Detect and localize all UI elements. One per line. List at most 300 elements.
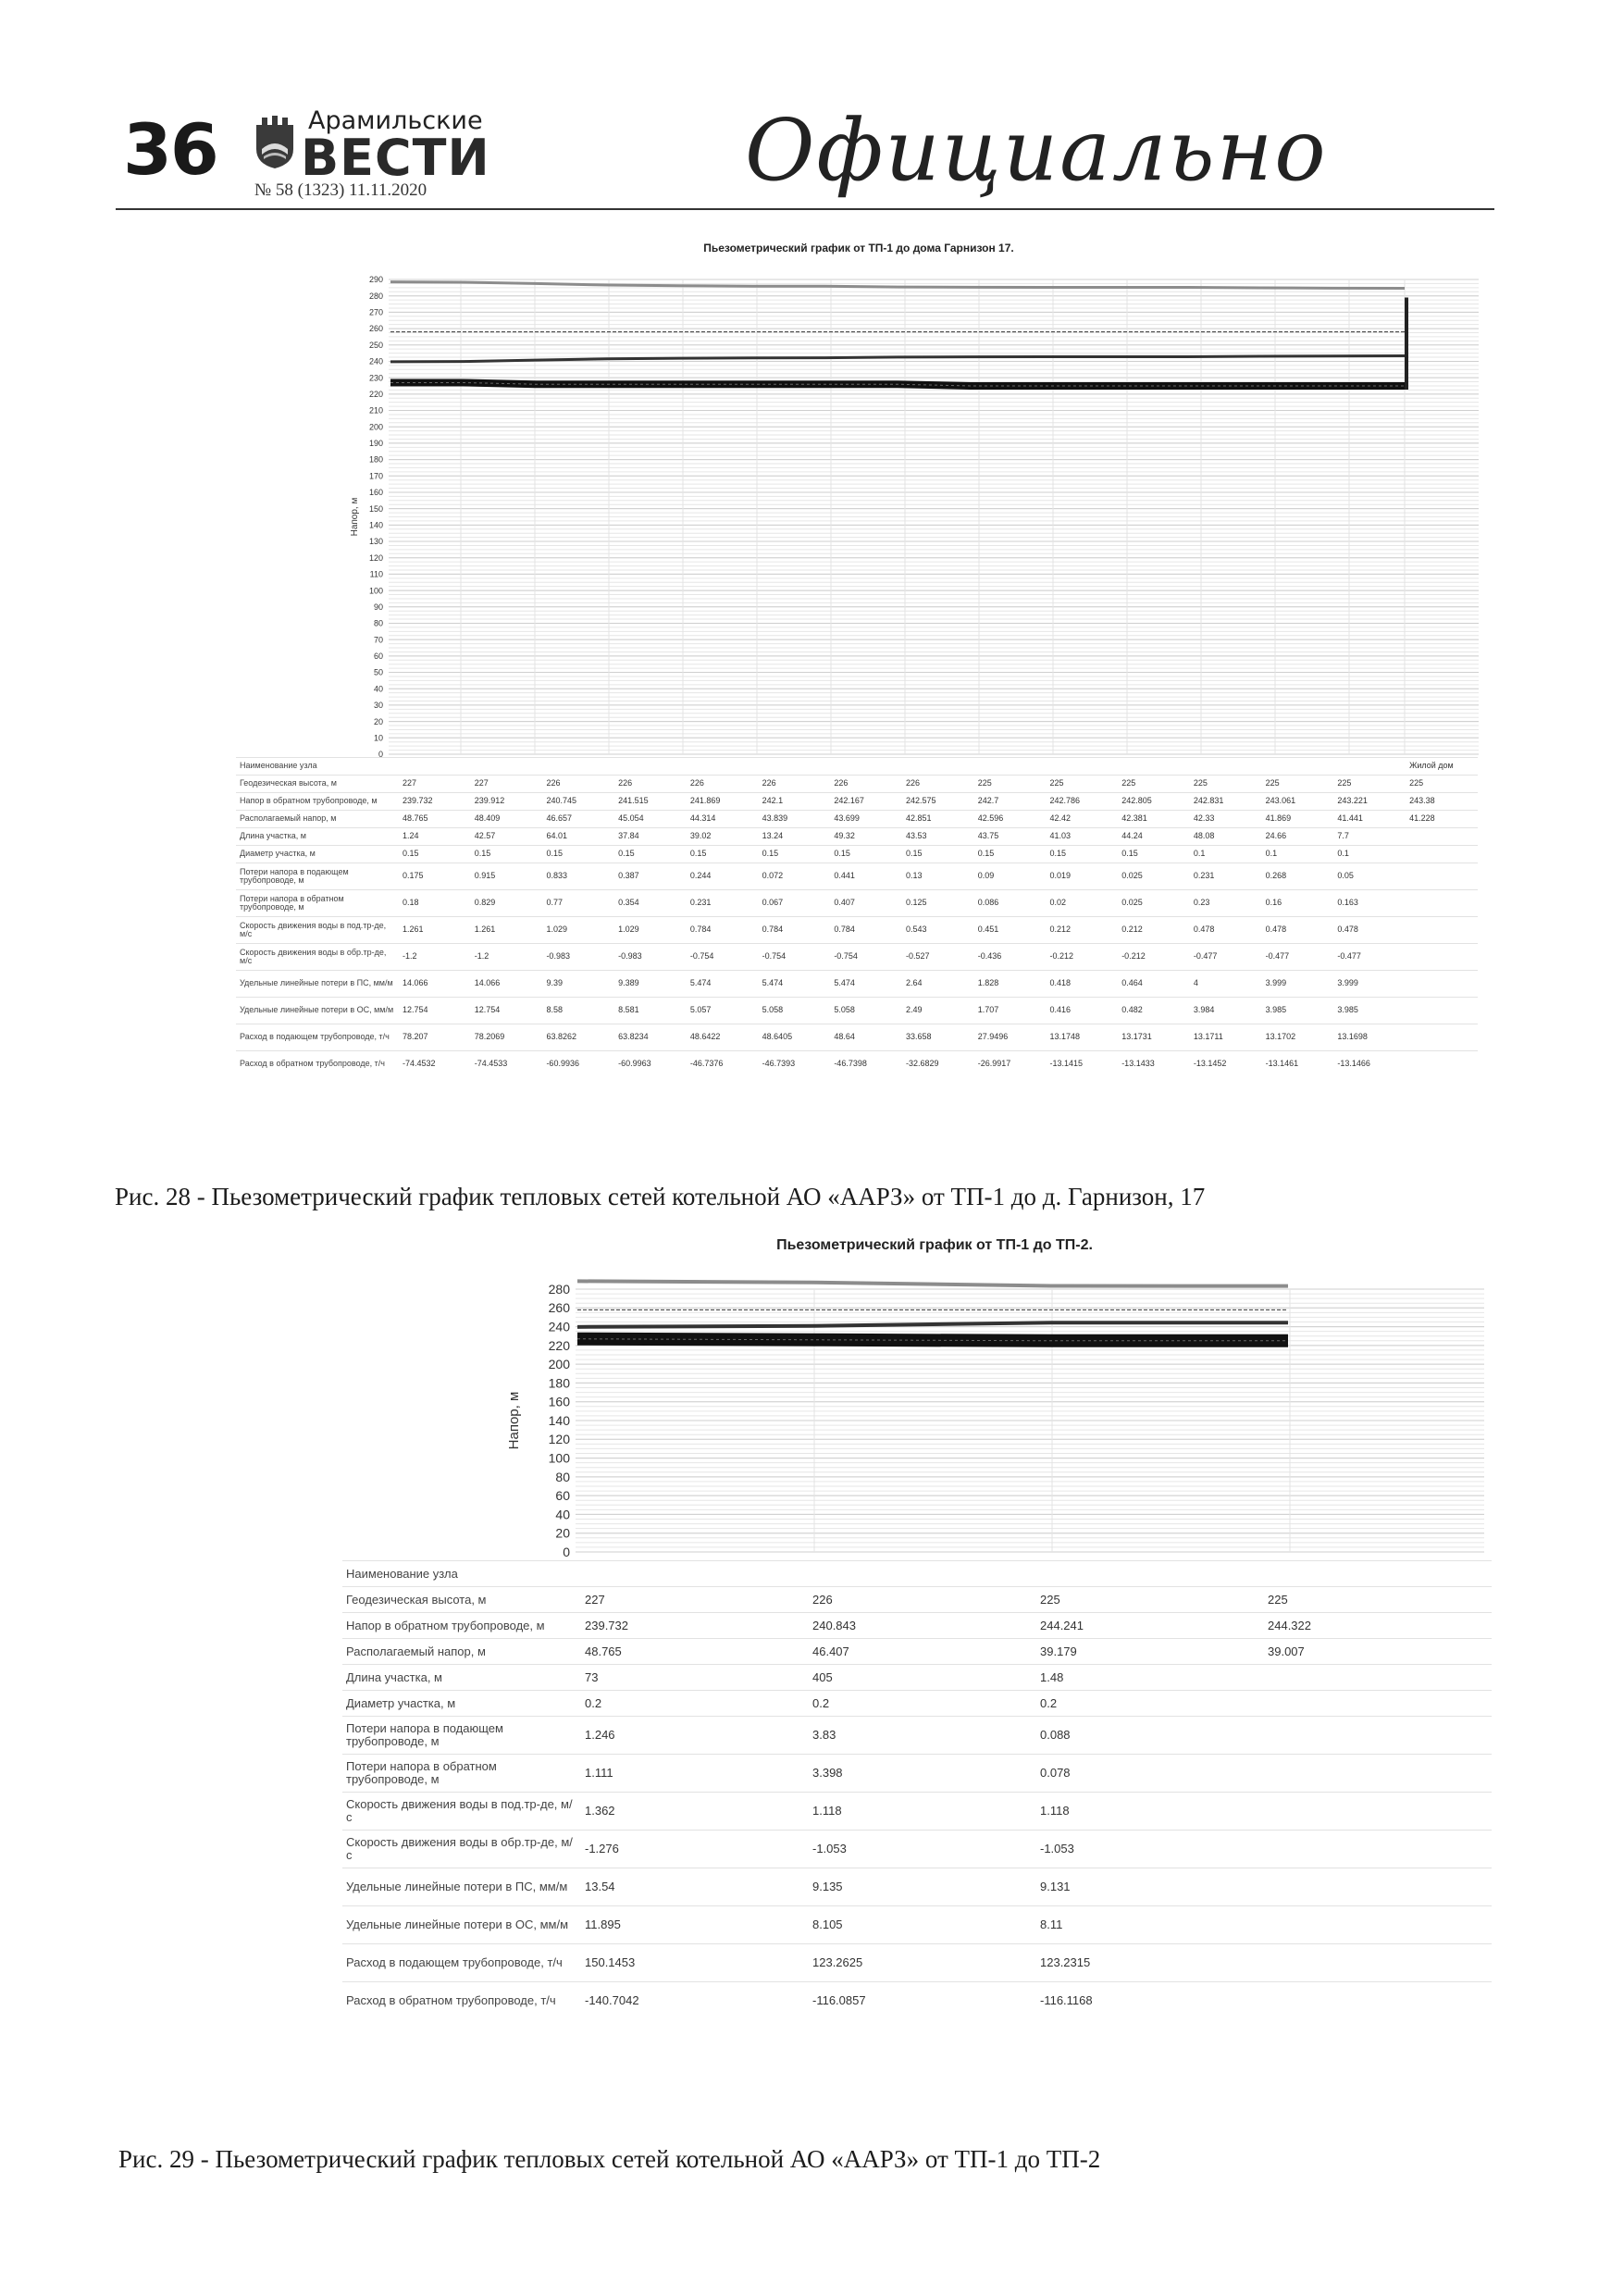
- table-cell: [1264, 1944, 1492, 1982]
- row-label: Удельные линейные потери в ОС, мм/м: [342, 1906, 581, 1944]
- row-label: Удельные линейные потери в ПС, мм/м: [236, 971, 399, 998]
- table-cell: 78.2069: [471, 1024, 543, 1051]
- table-cell: -0.527: [902, 944, 974, 971]
- y-tick-label: 290: [368, 275, 383, 285]
- table-cell: 239.912: [471, 793, 543, 811]
- table-cell: 242.786: [1046, 793, 1118, 811]
- table-cell: 43.75: [974, 828, 1047, 846]
- table-cell: 226: [687, 776, 759, 793]
- table-cell: 13.1698: [1333, 1024, 1406, 1051]
- table-cell: 8.581: [614, 998, 687, 1024]
- table-cell: 49.32: [830, 828, 902, 846]
- table-cell: 243.221: [1333, 793, 1406, 811]
- table-cell: 242.805: [1118, 793, 1190, 811]
- table-cell: [1036, 1561, 1264, 1587]
- table-cell: 3.984: [1190, 998, 1262, 1024]
- y-tick-label: 140: [548, 1412, 570, 1428]
- table-cell: 1.029: [614, 917, 687, 944]
- table-row: [342, 1831, 1492, 1868]
- table-cell: 46.657: [542, 811, 614, 828]
- issue-info: № 58 (1323) 11.11.2020: [254, 180, 427, 200]
- table-cell: 13.24: [759, 828, 831, 846]
- table-cell: 0.23: [1190, 890, 1262, 917]
- table-cell: 0.088: [1036, 1717, 1264, 1755]
- row-label: Потери напора в подающем трубопроводе, м: [236, 863, 399, 890]
- logo-subtitle: Арамильские: [308, 106, 483, 135]
- table-cell: 0.478: [1333, 917, 1406, 944]
- table-cell: 5.058: [830, 998, 902, 1024]
- table-cell: 225: [1190, 776, 1262, 793]
- table-cell: 44.24: [1118, 828, 1190, 846]
- table-cell: 241.869: [687, 793, 759, 811]
- table-cell: 48.765: [399, 811, 471, 828]
- y-axis-label: Напор, м: [350, 497, 360, 537]
- table-row: [342, 1868, 1492, 1906]
- table-cell: 0.175: [399, 863, 471, 890]
- table-cell: 0.416: [1046, 998, 1118, 1024]
- table-cell: 13.1711: [1190, 1024, 1262, 1051]
- y-tick-label: 180: [368, 454, 383, 465]
- table-cell: 226: [830, 776, 902, 793]
- table-cell: 242.167: [830, 793, 902, 811]
- table-cell: 123.2315: [1036, 1944, 1264, 1982]
- y-tick-label: 20: [373, 716, 383, 726]
- y-tick-label: 200: [368, 422, 383, 432]
- table-cell: 5.474: [830, 971, 902, 998]
- table-cell: 242.831: [1190, 793, 1262, 811]
- row-label: Удельные линейные потери в ОС, мм/м: [236, 998, 399, 1024]
- y-tick-label: 50: [373, 667, 383, 677]
- table-cell: 43.53: [902, 828, 974, 846]
- table-cell: 42.57: [471, 828, 543, 846]
- y-tick-label: 120: [548, 1432, 570, 1447]
- table-cell: -32.6829: [902, 1051, 974, 1078]
- table-cell: 0.231: [687, 890, 759, 917]
- table-cell: -46.7376: [687, 1051, 759, 1078]
- table-cell: 0.482: [1118, 998, 1190, 1024]
- table-cell: 1.261: [471, 917, 543, 944]
- table-cell: 43.839: [759, 811, 831, 828]
- table-cell: 63.8262: [542, 1024, 614, 1051]
- table-cell: 0.15: [902, 846, 974, 863]
- table-cell: 0.163: [1333, 890, 1406, 917]
- table-row: [342, 1561, 1492, 1587]
- chart-title: Пьезометрический график от ТП-1 до ТП-2.: [776, 1237, 1093, 1253]
- table-cell: -13.1466: [1333, 1051, 1406, 1078]
- table-cell: -0.477: [1190, 944, 1262, 971]
- table-cell: 48.6405: [759, 1024, 831, 1051]
- table-cell: 405: [809, 1665, 1036, 1691]
- table-cell: -116.1168: [1036, 1982, 1264, 2020]
- y-tick-label: 200: [548, 1357, 570, 1372]
- y-tick-label: 240: [548, 1319, 570, 1334]
- table-cell: -1.2: [471, 944, 543, 971]
- table-cell: 0.086: [974, 890, 1047, 917]
- table-cell: -46.7393: [759, 1051, 831, 1078]
- table-cell: 244.241: [1036, 1613, 1264, 1639]
- row-label: Расход в обратном трубопроводе, т/ч: [236, 1051, 399, 1078]
- row-label: Скорость движения воды в под.тр-де, м/с: [236, 917, 399, 944]
- table-cell: 73: [581, 1665, 809, 1691]
- table-cell: 0.784: [687, 917, 759, 944]
- table-cell: 33.658: [902, 1024, 974, 1051]
- table-cell: [809, 1561, 1036, 1587]
- table-cell: 0.784: [830, 917, 902, 944]
- table-cell: -0.477: [1262, 944, 1334, 971]
- table-cell: 4: [1190, 971, 1262, 998]
- y-tick-label: 280: [368, 291, 383, 301]
- table-cell: 225: [1036, 1587, 1264, 1613]
- table-row: [342, 1639, 1492, 1665]
- table-cell: 42.381: [1118, 811, 1190, 828]
- table-cell: 41.441: [1333, 811, 1406, 828]
- table-cell: -0.983: [614, 944, 687, 971]
- table-cell: 242.1: [759, 793, 831, 811]
- table-cell: 0.244: [687, 863, 759, 890]
- table-cell: -0.212: [1118, 944, 1190, 971]
- y-tick-label: 0: [563, 1544, 570, 1559]
- table-cell: 0.1: [1262, 846, 1334, 863]
- table-cell: -0.212: [1046, 944, 1118, 971]
- table-cell: -116.0857: [809, 1982, 1036, 2020]
- row-label: Потери напора в обратном трубопроводе, м: [236, 890, 399, 917]
- row-label: Расход в обратном трубопроводе, т/ч: [342, 1982, 581, 2020]
- table-cell: 0.478: [1262, 917, 1334, 944]
- table-cell: 14.066: [399, 971, 471, 998]
- table-row: [342, 1944, 1492, 1982]
- table-cell: 9.131: [1036, 1868, 1264, 1906]
- table-cell: 48.6422: [687, 1024, 759, 1051]
- table-cell: 12.754: [471, 998, 543, 1024]
- page-number: 36: [123, 108, 217, 191]
- table-cell: 7.7: [1333, 828, 1406, 846]
- table-cell: 48.08: [1190, 828, 1262, 846]
- table-cell: 226: [809, 1587, 1036, 1613]
- table-cell: 3.999: [1262, 971, 1334, 998]
- y-tick-label: 250: [368, 340, 383, 350]
- table-cell: 48.64: [830, 1024, 902, 1051]
- row-label: Диаметр участка, м: [342, 1691, 581, 1717]
- y-tick-label: 280: [548, 1281, 570, 1297]
- table-cell: 24.66: [1262, 828, 1334, 846]
- table-cell: [1264, 1717, 1492, 1755]
- table-cell: 0.2: [581, 1691, 809, 1717]
- y-tick-label: 220: [368, 389, 383, 399]
- table-cell: 0.072: [759, 863, 831, 890]
- table-cell: 3.398: [809, 1755, 1036, 1793]
- table-cell: 0.231: [1190, 863, 1262, 890]
- table-cell: -13.1415: [1046, 1051, 1118, 1078]
- table-cell: 225: [1262, 776, 1334, 793]
- table-cell: [1264, 1755, 1492, 1793]
- table-cell: 39.007: [1264, 1639, 1492, 1665]
- table-cell: 0.441: [830, 863, 902, 890]
- table-cell: 0.02: [1046, 890, 1118, 917]
- table-cell: 1.24: [399, 828, 471, 846]
- row-label: Напор в обратном трубопроводе, м: [236, 793, 399, 811]
- table-row: [342, 1613, 1492, 1639]
- table-cell: 13.1731: [1118, 1024, 1190, 1051]
- table-cell: -0.754: [830, 944, 902, 971]
- table-cell: 0.212: [1046, 917, 1118, 944]
- table-cell: 44.314: [687, 811, 759, 828]
- y-tick-label: 180: [548, 1375, 570, 1391]
- table-cell: 1.118: [1036, 1793, 1264, 1831]
- table-cell: 227: [399, 776, 471, 793]
- table-cell: 5.474: [759, 971, 831, 998]
- table-cell: 0.451: [974, 917, 1047, 944]
- table-cell: 150.1453: [581, 1944, 809, 1982]
- series-line: [577, 1281, 1288, 1285]
- y-tick-label: 230: [368, 373, 383, 383]
- table-cell: 5.474: [687, 971, 759, 998]
- row-label: Скорость движения воды в обр.тр-де, м/с: [236, 944, 399, 971]
- table-cell: 41.03: [1046, 828, 1118, 846]
- table-cell: -60.9963: [614, 1051, 687, 1078]
- table-cell: 0.15: [974, 846, 1047, 863]
- table-cell: 0.025: [1118, 890, 1190, 917]
- table-cell: 3.999: [1333, 971, 1406, 998]
- table-cell: 14.066: [471, 971, 543, 998]
- table-cell: -0.754: [687, 944, 759, 971]
- y-tick-label: 220: [548, 1337, 570, 1353]
- table-cell: 0.019: [1046, 863, 1118, 890]
- row-label: Длина участка, м: [236, 828, 399, 846]
- table-cell: [1264, 1868, 1492, 1906]
- table-cell: 0.078: [1036, 1755, 1264, 1793]
- table-cell: 0.407: [830, 890, 902, 917]
- table-cell: 225: [1046, 776, 1118, 793]
- table-cell: 0.067: [759, 890, 831, 917]
- table-cell: [1264, 1561, 1492, 1587]
- y-tick-label: 90: [373, 602, 383, 612]
- table-cell: 0.915: [471, 863, 543, 890]
- table-cell: 226: [614, 776, 687, 793]
- y-tick-label: 40: [555, 1507, 570, 1522]
- table-cell: 3.83: [809, 1717, 1036, 1755]
- table-cell: 242.575: [902, 793, 974, 811]
- table-cell: -1.053: [809, 1831, 1036, 1868]
- table-cell: 0.2: [1036, 1691, 1264, 1717]
- y-axis-label: Напор, м: [506, 1391, 522, 1450]
- table-cell: -0.983: [542, 944, 614, 971]
- table-cell: 0.05: [1333, 863, 1406, 890]
- table-cell: 0.15: [614, 846, 687, 863]
- caption-figure-28: Рис. 28 - Пьезометрический график тепловых сетей котельной АО «ААРЗ» от ТП-1 до д. Гарнизон, 17: [115, 1183, 1206, 1210]
- table-cell: 1.828: [974, 971, 1047, 998]
- y-tick-label: 210: [368, 405, 383, 416]
- table-cell: 0.77: [542, 890, 614, 917]
- table-cell: [1264, 1691, 1492, 1717]
- table-cell: 11.895: [581, 1906, 809, 1944]
- y-tick-label: 30: [373, 701, 383, 711]
- table-cell: 0.1: [1333, 846, 1406, 863]
- table-cell: 227: [471, 776, 543, 793]
- table-cell: 5.057: [687, 998, 759, 1024]
- table-row: [342, 1587, 1492, 1613]
- table-cell: 225: [974, 776, 1047, 793]
- table-cell: 243.061: [1262, 793, 1334, 811]
- y-tick-label: 160: [548, 1394, 570, 1409]
- table-cell: 240.843: [809, 1613, 1036, 1639]
- table-cell: -60.9936: [542, 1051, 614, 1078]
- table-cell: 0.09: [974, 863, 1047, 890]
- table-cell: 225: [1406, 776, 1478, 793]
- table-cell: -0.754: [759, 944, 831, 971]
- table-cell: 39.02: [687, 828, 759, 846]
- table-cell: 78.207: [399, 1024, 471, 1051]
- table-cell: 0.1: [1190, 846, 1262, 863]
- row-label: Потери напора в подающем трубопроводе, м: [342, 1717, 581, 1755]
- table-row: [342, 1906, 1492, 1944]
- y-tick-label: 150: [368, 503, 383, 514]
- table-cell: 1.48: [1036, 1665, 1264, 1691]
- section-title: Официально: [745, 101, 1328, 200]
- table-cell: 243.38: [1406, 793, 1478, 811]
- y-tick-label: 60: [373, 652, 383, 662]
- table-cell: 0.212: [1118, 917, 1190, 944]
- table-cell: 0.15: [759, 846, 831, 863]
- table-cell: -140.7042: [581, 1982, 809, 2020]
- y-tick-label: 110: [369, 569, 383, 579]
- table-cell: [1264, 1793, 1492, 1831]
- y-tick-label: 270: [368, 307, 383, 317]
- y-tick-label: 0: [378, 750, 383, 760]
- chart-title: Пьезометрический график от ТП-1 до дома Гарнизон 17.: [703, 242, 1014, 254]
- y-tick-label: 140: [368, 520, 383, 530]
- table-cell: 0.15: [830, 846, 902, 863]
- table-cell: 0.15: [1118, 846, 1190, 863]
- table-cell: 1.707: [974, 998, 1047, 1024]
- y-tick-label: 100: [368, 586, 383, 596]
- table-cell: 8.11: [1036, 1906, 1264, 1944]
- table-cell: 1.111: [581, 1755, 809, 1793]
- table-cell: 64.01: [542, 828, 614, 846]
- table-cell: 0.15: [542, 846, 614, 863]
- table-cell: 42.42: [1046, 811, 1118, 828]
- table-cell: 0.15: [687, 846, 759, 863]
- table-cell: [581, 1561, 809, 1587]
- table-cell: -1.053: [1036, 1831, 1264, 1868]
- table-row: [342, 1793, 1492, 1831]
- y-tick-label: 160: [368, 488, 383, 498]
- table-cell: 41.228: [1406, 811, 1478, 828]
- table-cell: 42.596: [974, 811, 1047, 828]
- table-cell: 241.515: [614, 793, 687, 811]
- y-tick-label: 80: [373, 618, 383, 628]
- table-cell: 240.745: [542, 793, 614, 811]
- row-label: Расход в подающем трубопроводе, т/ч: [342, 1944, 581, 1982]
- table-cell: 43.699: [830, 811, 902, 828]
- y-tick-label: 20: [555, 1525, 570, 1541]
- y-tick-label: 80: [555, 1469, 570, 1484]
- table-cell: 3.985: [1262, 998, 1334, 1024]
- table-cell: 48.765: [581, 1639, 809, 1665]
- table-cell: 2.64: [902, 971, 974, 998]
- y-tick-label: 40: [373, 684, 383, 694]
- table-cell: 225: [1264, 1587, 1492, 1613]
- table-cell: 0.16: [1262, 890, 1334, 917]
- table-cell: 0.2: [809, 1691, 1036, 1717]
- table-row: [342, 1717, 1492, 1755]
- table-cell: 13.54: [581, 1868, 809, 1906]
- table-cell: -13.1452: [1190, 1051, 1262, 1078]
- y-tick-label: 10: [373, 733, 383, 743]
- table-cell: -26.9917: [974, 1051, 1047, 1078]
- row-label: Скорость движения воды в обр.тр-де, м/с: [342, 1831, 581, 1868]
- row-label: Наименование узла: [236, 758, 399, 776]
- row-label: Геодезическая высота, м: [236, 776, 399, 793]
- table-cell: 0.18: [399, 890, 471, 917]
- table-cell: 0.784: [759, 917, 831, 944]
- table-cell: 13.1748: [1046, 1024, 1118, 1051]
- table-cell: 226: [542, 776, 614, 793]
- y-tick-label: 60: [555, 1488, 570, 1504]
- table-cell: -13.1433: [1118, 1051, 1190, 1078]
- table-cell: 3.985: [1333, 998, 1406, 1024]
- table-cell: 63.8234: [614, 1024, 687, 1051]
- table-row: [342, 1755, 1492, 1793]
- table-row: [342, 1691, 1492, 1717]
- table-cell: 0.418: [1046, 971, 1118, 998]
- table-cell: 239.732: [581, 1613, 809, 1639]
- table-cell: [1264, 1665, 1492, 1691]
- table-cell: 0.025: [1118, 863, 1190, 890]
- y-tick-label: 130: [368, 537, 383, 547]
- table-cell: [1264, 1982, 1492, 2020]
- table-cell: 1.118: [809, 1793, 1036, 1831]
- y-tick-label: 260: [548, 1300, 570, 1316]
- table-cell: 39.179: [1036, 1639, 1264, 1665]
- table-cell: 0.125: [902, 890, 974, 917]
- table-cell: 0.478: [1190, 917, 1262, 944]
- table-cell: 244.322: [1264, 1613, 1492, 1639]
- table-cell: 8.58: [542, 998, 614, 1024]
- row-label: Диаметр участка, м: [236, 846, 399, 863]
- table-cell: 0.464: [1118, 971, 1190, 998]
- table-cell: 0.354: [614, 890, 687, 917]
- table-cell: 239.732: [399, 793, 471, 811]
- table-cell: 37.84: [614, 828, 687, 846]
- table-cell: 45.054: [614, 811, 687, 828]
- y-tick-label: 120: [368, 552, 383, 563]
- table-cell: 8.105: [809, 1906, 1036, 1944]
- table-cell: 0.543: [902, 917, 974, 944]
- table-cell: 9.39: [542, 971, 614, 998]
- table-cell: -1.2: [399, 944, 471, 971]
- table-cell: 1.362: [581, 1793, 809, 1831]
- row-label: Располагаемый напор, м: [236, 811, 399, 828]
- row-label: Расход в подающем трубопроводе, т/ч: [236, 1024, 399, 1051]
- table-row: [342, 1982, 1492, 2020]
- table-cell: 0.13: [902, 863, 974, 890]
- table-cell: 5.058: [759, 998, 831, 1024]
- table-cell: 226: [902, 776, 974, 793]
- table-cell: 225: [1333, 776, 1406, 793]
- table-cell: -74.4532: [399, 1051, 471, 1078]
- table-cell: -0.436: [974, 944, 1047, 971]
- table-row: [342, 1665, 1492, 1691]
- y-tick-label: 100: [548, 1450, 570, 1466]
- table-cell: 123.2625: [809, 1944, 1036, 1982]
- table-cell: 0.15: [1046, 846, 1118, 863]
- table-cell: 0.15: [399, 846, 471, 863]
- row-label: Напор в обратном трубопроводе, м: [342, 1613, 581, 1639]
- table-cell: 1.261: [399, 917, 471, 944]
- table-cell: [1264, 1831, 1492, 1868]
- table-cell: -0.477: [1333, 944, 1406, 971]
- caption-figure-29: Рис. 29 - Пьезометрический график тепловых сетей котельной АО «ААРЗ» от ТП-1 до ТП-2: [118, 2145, 1101, 2173]
